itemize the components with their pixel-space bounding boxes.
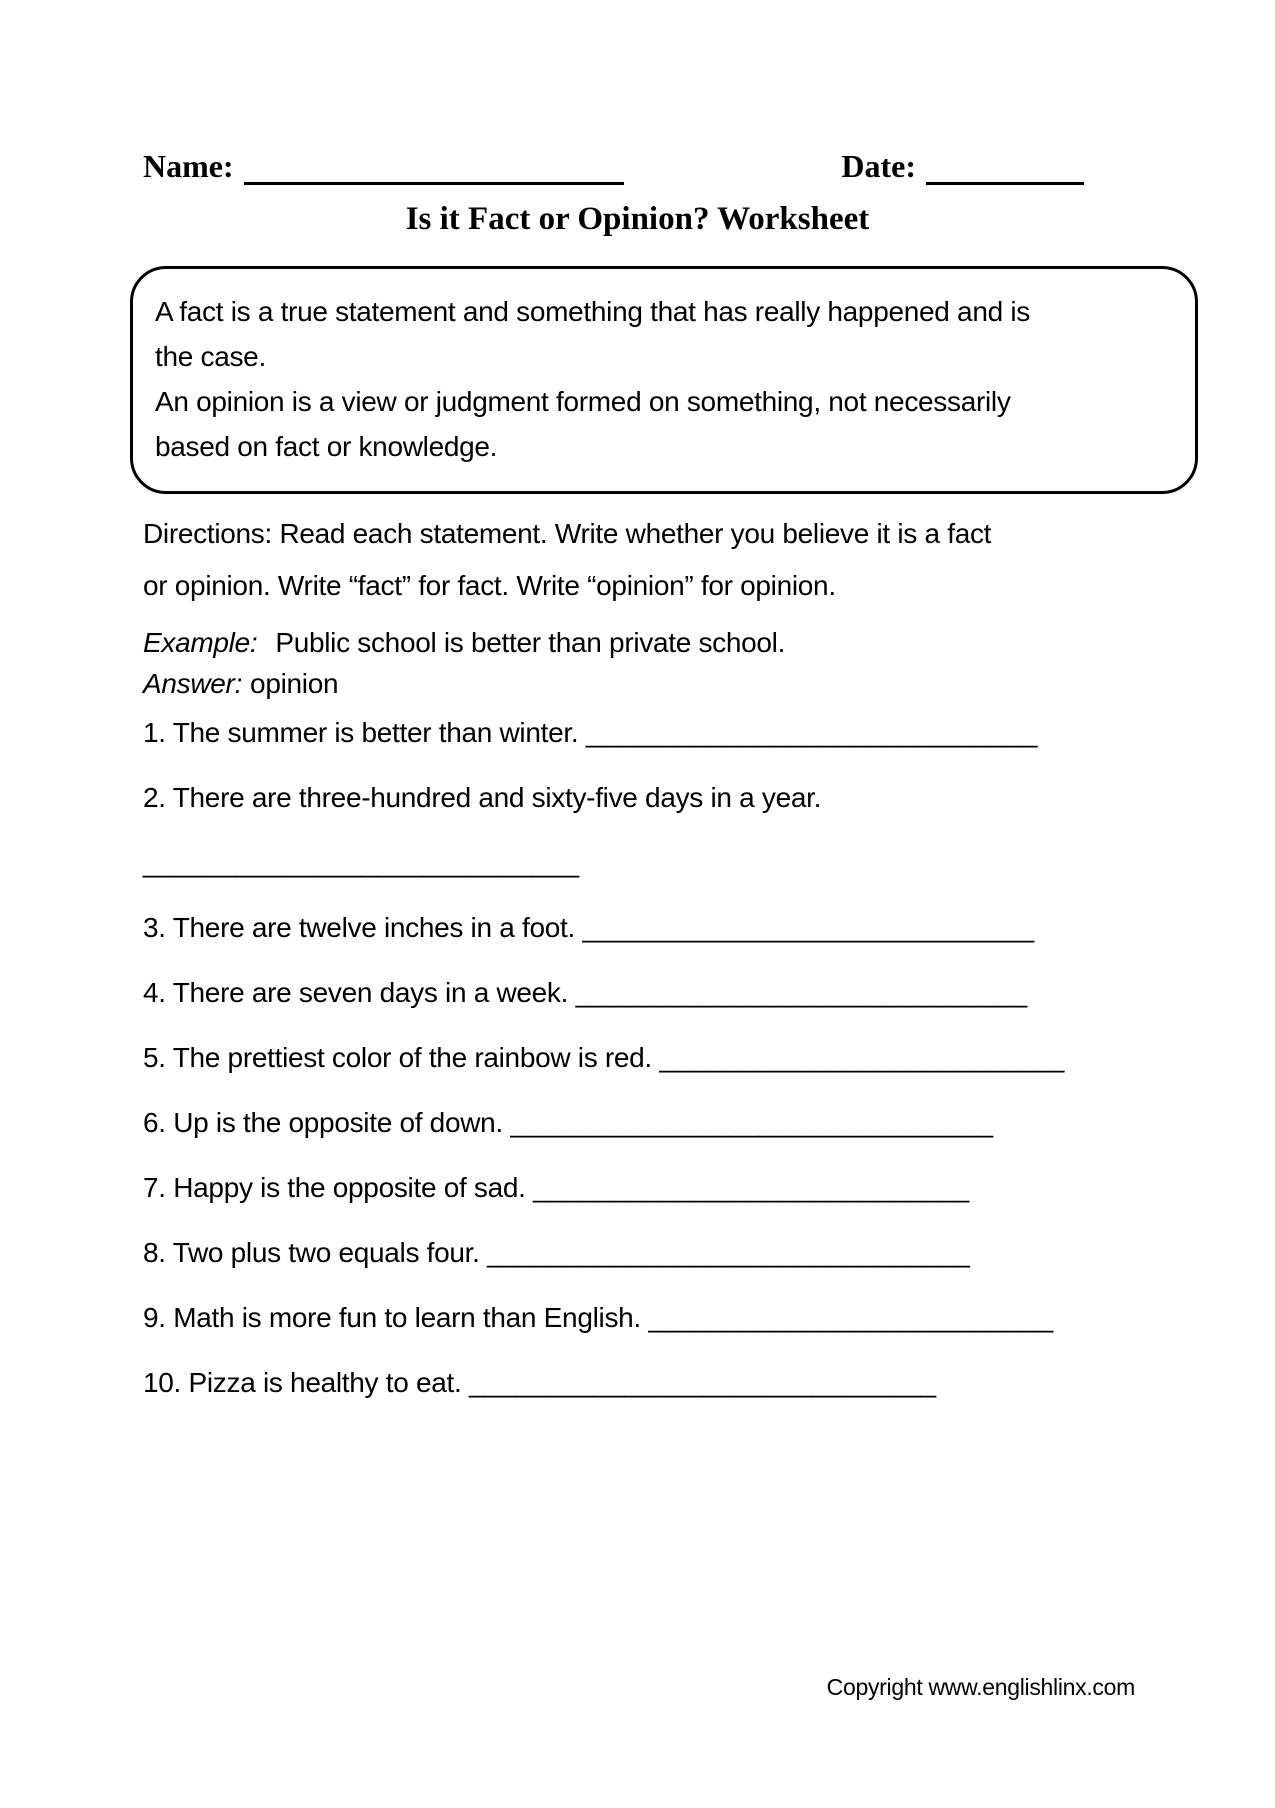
question-answer-blank: ______________________________: [468, 1367, 937, 1398]
answer-row: [143, 663, 1275, 704]
question-text: 4. There are seven days in a week.: [143, 977, 576, 1008]
answer-label: Answer:: [143, 668, 243, 699]
question-answer-blank: _______________________________: [510, 1107, 994, 1138]
definition-box: [130, 266, 1198, 494]
name-label: Name:: [143, 148, 234, 184]
definition-line: A fact is a true statement and something that has really happened and is: [155, 296, 1030, 327]
definition-line: An opinion is a view or judgment formed on something, not necessarily: [155, 386, 1011, 417]
question-text: 8. Two plus two equals four.: [143, 1237, 488, 1268]
question-row: [143, 1301, 1275, 1334]
name-blank-line: [244, 146, 624, 185]
question-text: 9. Math is more fun to learn than English.: [143, 1302, 649, 1333]
question-text: 7. Happy is the opposite of sad.: [143, 1172, 534, 1203]
question-text: 3. There are twelve inches in a foot.: [143, 912, 583, 943]
name-field: [143, 146, 624, 185]
date-blank-line: [926, 146, 1084, 185]
copyright-footer: Copyright www.englishlinx.com: [826, 1674, 1135, 1700]
question-answer-blank: _____________________________: [585, 717, 1038, 748]
question-row: [143, 1106, 1275, 1139]
header: [143, 146, 1084, 185]
question-answer-blank: _______________________________: [487, 1237, 970, 1268]
question-text: 1. The summer is better than winter.: [143, 717, 586, 748]
question-answer-blank: __________________________: [648, 1302, 1054, 1333]
questions-list: [143, 716, 1275, 1399]
question-answer-blank: __________________________: [659, 1042, 1065, 1073]
definition-line: based on fact or knowledge.: [155, 431, 498, 462]
question-answer-blank: _____________________________: [582, 912, 1035, 943]
example-text: Public school is better than private school.: [275, 627, 786, 658]
question-row: [143, 716, 1275, 749]
question-answer-blank: _____________________________: [575, 977, 1028, 1008]
question-row: [143, 911, 1275, 944]
directions: [143, 508, 1215, 612]
question-answer-blank: ____________________________: [143, 847, 580, 878]
date-field: [841, 146, 1084, 185]
question-text: 6. Up is the opposite of down.: [143, 1107, 511, 1138]
question-text: 2. There are three-hundred and sixty-five days in a year.: [143, 782, 822, 813]
page-title: Is it Fact or Opinion? Worksheet: [405, 201, 870, 237]
question-text: 5. The prettiest color of the rainbow is red.: [143, 1042, 660, 1073]
question-row: [143, 1366, 1275, 1399]
question-row: [143, 1236, 1275, 1269]
date-label: Date:: [841, 148, 916, 184]
question-row: [143, 976, 1275, 1009]
example-row: [143, 622, 1275, 663]
worksheet-page: [0, 146, 1275, 1808]
question-row: [143, 781, 1275, 879]
question-row: [143, 1041, 1275, 1074]
question-answer-blank: ____________________________: [533, 1172, 970, 1203]
directions-line: Directions: Read each statement. Write whether you believe it is a fact: [143, 518, 992, 549]
definition-line: the case.: [155, 341, 266, 372]
answer-text: opinion: [250, 668, 339, 699]
example-label: Example:: [143, 627, 258, 658]
question-row: [143, 1171, 1275, 1204]
directions-line: or opinion. Write “fact” for fact. Write “opinion” for opinion.: [143, 570, 836, 601]
question-text: 10. Pizza is healthy to eat.: [143, 1367, 469, 1398]
